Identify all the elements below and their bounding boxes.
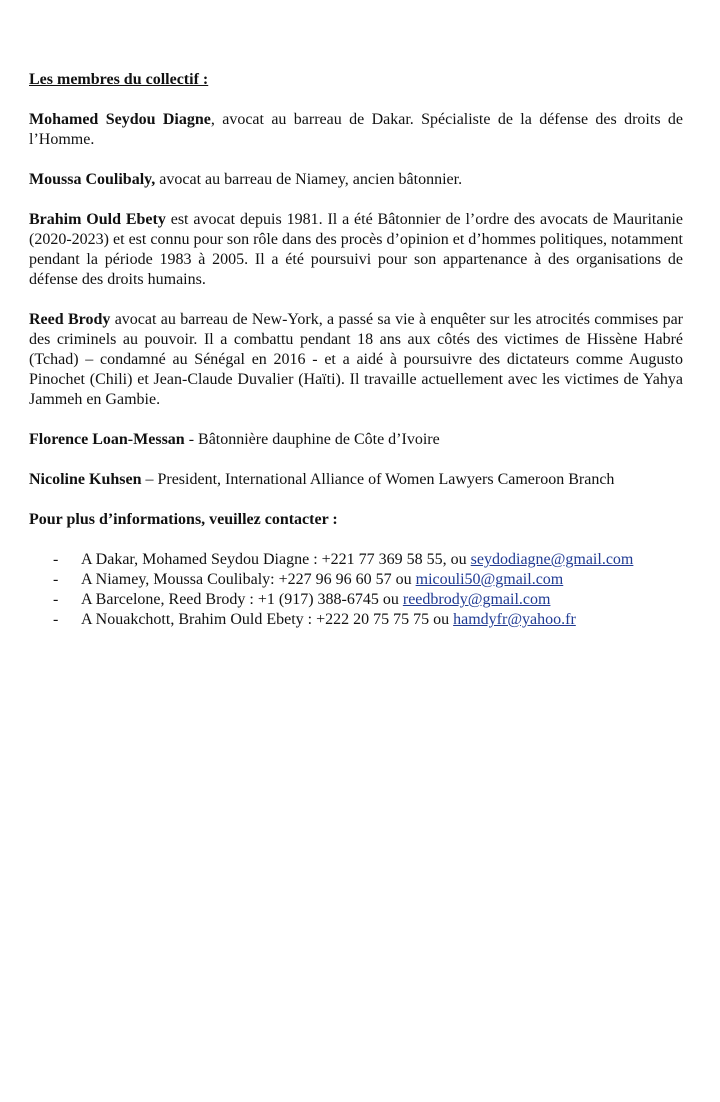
- list-dash: -: [53, 551, 59, 568]
- list-dash: -: [53, 591, 59, 608]
- member-description: - Bâtonnière dauphine de Côte d’Ivoire: [184, 431, 440, 448]
- member-description: , avocat au barreau de Dakar. Spécialiste de la défense des droits de l’Homme.: [29, 111, 684, 148]
- email-link[interactable]: seydodiagne@gmail.com: [470, 551, 634, 568]
- member-ebety: [29, 210, 683, 290]
- email-link[interactable]: micouli50@gmail.com: [415, 571, 564, 588]
- member-description: avocat au barreau de New-York, a passé sa vie à enquêter sur les atrocités commises par des criminels au pouvoir. Il a combattu pendant 18 ans aux côtés des victimes de Hissène Habré (Tchad) – condamné au Sénégal en 2016 - et a aidé à poursuivre des dictateurs comme Augusto Pinochet (Chili) et Jean-Claude Duvalier (Haïti). Il travaille actuellement avec les victimes de Yahya Jammeh en Gambie.: [29, 311, 683, 408]
- member-kuhsen: [29, 470, 683, 490]
- member-loan-messan: [29, 430, 683, 450]
- members-heading: Les membres du collectif :: [29, 71, 209, 88]
- member-description: avocat au barreau de Niamey, ancien bâtonnier.: [155, 171, 463, 188]
- member-description: – President, International Alliance of Women Lawyers Cameroon Branch: [141, 471, 615, 488]
- contact-details: A Dakar, Mohamed Seydou Diagne : +221 77 369 58 55, ou: [81, 551, 471, 568]
- member-diagne: [29, 110, 683, 150]
- contact-item-dakar: [29, 550, 683, 570]
- member-name: Brahim Ould Ebety: [29, 211, 166, 228]
- list-dash: -: [53, 611, 59, 628]
- contact-details: A Nouakchott, Brahim Ould Ebety : +222 20 75 75 75 ou: [81, 611, 454, 628]
- email-link[interactable]: hamdyfr@yahoo.fr: [453, 611, 576, 628]
- member-coulibaly: [29, 170, 683, 190]
- email-link[interactable]: reedbrody@gmail.com: [402, 591, 551, 608]
- contact-item-niamey: [29, 570, 683, 590]
- member-name: Nicoline Kuhsen: [29, 471, 142, 488]
- contact-list: [29, 550, 683, 630]
- member-brody: [29, 310, 683, 410]
- document-page: [29, 70, 683, 630]
- member-name: Reed Brody: [29, 311, 111, 328]
- contact-details: A Niamey, Moussa Coulibaly: +227 96 96 60 57 ou: [81, 571, 416, 588]
- member-name: Mohamed Seydou Diagne: [29, 111, 211, 128]
- member-name: Florence Loan-Messan: [29, 431, 185, 448]
- contact-heading: Pour plus d’informations, veuillez contacter :: [29, 511, 338, 528]
- contact-item-barcelone: [29, 590, 683, 610]
- contact-details: A Barcelone, Reed Brody : +1 (917) 388-6745 ou: [81, 591, 403, 608]
- contact-item-nouakchott: [29, 610, 683, 630]
- list-dash: -: [53, 571, 59, 588]
- member-name: Moussa Coulibaly,: [29, 171, 156, 188]
- member-description: est avocat depuis 1981. Il a été Bâtonnier de l’ordre des avocats de Mauritanie (2020-2023) et est connu pour son rôle dans des procès d’opinion et d’hommes politiques, notamment pendant la période 1983 à 2005. Il a été poursuivi pour son appartenance à des organisations de défense des droits humains.: [29, 211, 683, 288]
